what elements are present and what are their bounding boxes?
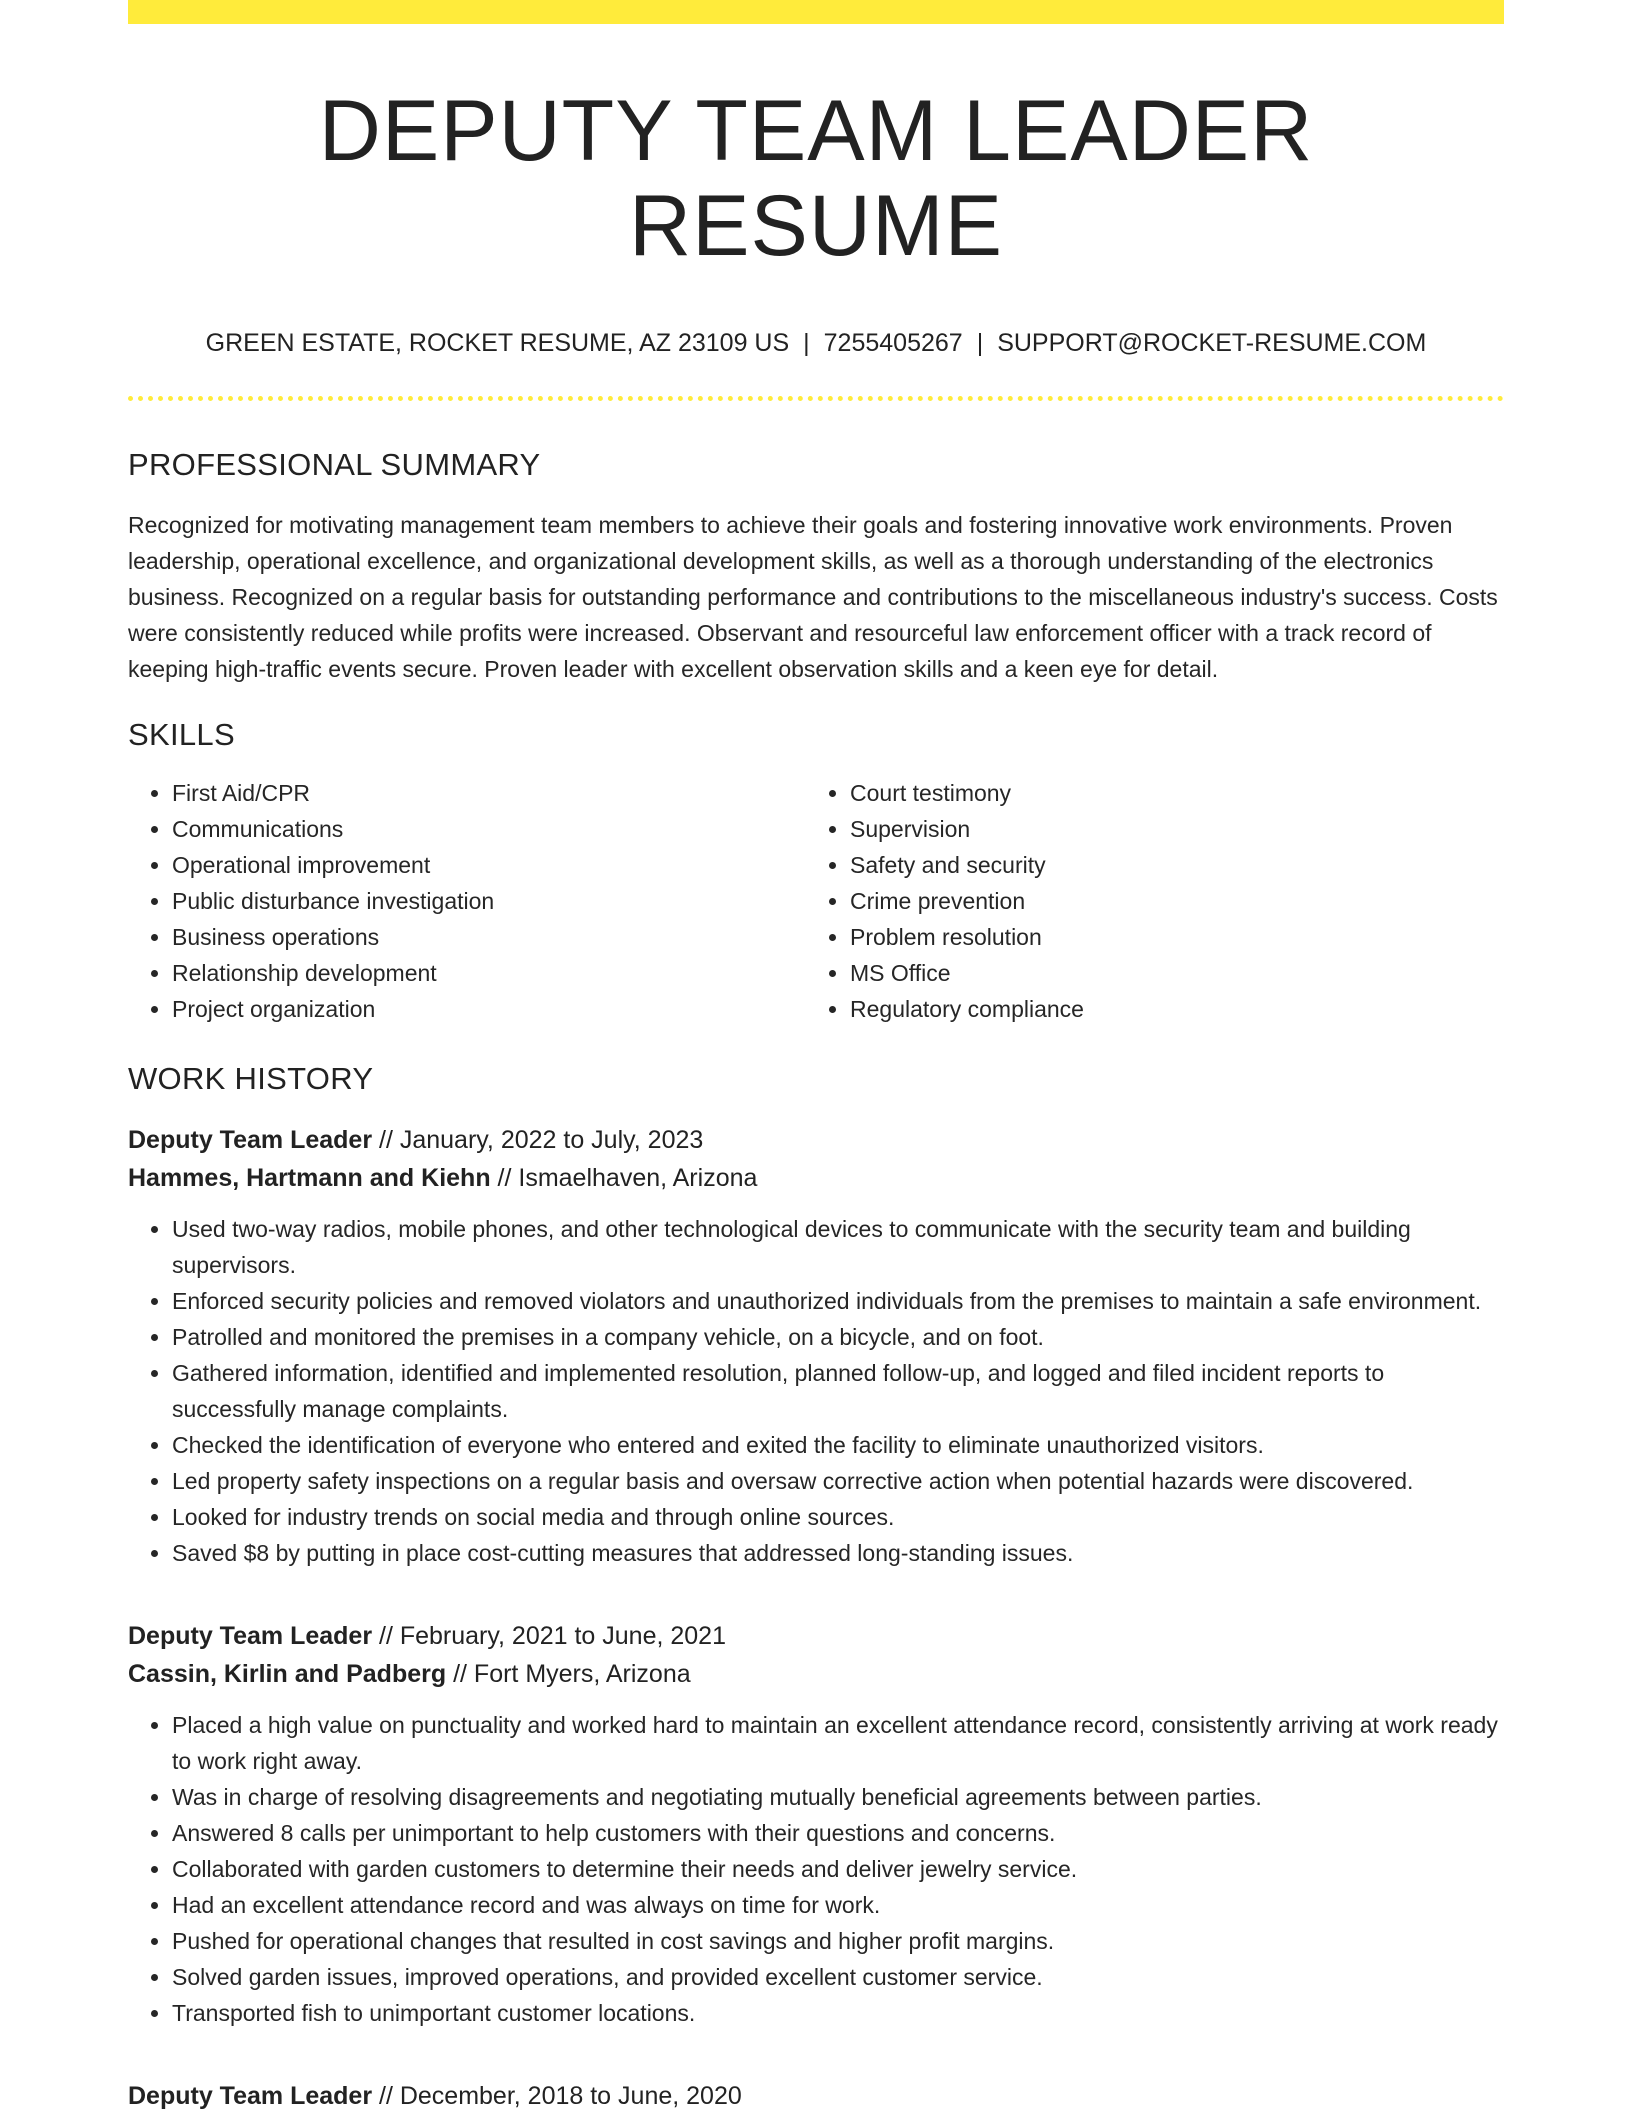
job-location: // Ismaelhaven, Arizona [490, 1164, 758, 1193]
job-company: Hammes, Hartmann and Kiehn [128, 1164, 491, 1193]
job-bullets [128, 1211, 1504, 1571]
job-company-line [128, 1655, 1504, 1693]
job-bullet: • Solved garden issues, improved operations, and provided excellent customer service. [172, 1959, 1504, 1995]
job-company-line [128, 1159, 1504, 1197]
job-bullet: • Used two-way radios, mobile phones, and other technological devices to communicate with the security team and building supervisors. [172, 1211, 1504, 1283]
work-history-heading: WORK HISTORY [128, 1061, 374, 1097]
summary-text: Recognized for motivating management team members to achieve their goals and fostering innovative work environments. Proven leadership, operational excellence, and organizational development skills, as well as a thorough understanding of the electronics business. Recognized on a regular basis for outstanding performance and contributions to the miscellaneous industry's success. Costs were consistently reduced while profits were increased. Observant and resourceful law enforcement officer with a track record of keeping high-traffic events secure. Proven leader with excellent observation skills and a keen eye for detail. [128, 512, 1498, 683]
job-bullet: • Transported fish to unimportant customer locations. [172, 1995, 1504, 2031]
job-entry [128, 2077, 1504, 2115]
contact-phone: 7255405267 [823, 329, 963, 358]
job-bullet: • Led property safety inspections on a regular basis and oversaw corrective action when potential hazards were discovered. [172, 1463, 1504, 1499]
skill-item: • Communications [172, 811, 806, 847]
job-bullet: • Had an excellent attendance record and was always on time for work. [172, 1887, 1504, 1923]
skill-item: • Business operations [172, 919, 806, 955]
job-bullet: • Was in charge of resolving disagreements and negotiating mutually beneficial agreements between parties. [172, 1779, 1504, 1815]
job-bullet: • Placed a high value on punctuality and worked hard to maintain an excellent attendance record, consistently arriving at work ready to work right away. [172, 1707, 1504, 1779]
contact-separator: | [976, 329, 984, 358]
job-title: Deputy Team Leader [128, 1622, 373, 1651]
job-title-line [128, 2077, 1504, 2115]
skill-item: • MS Office [850, 955, 1484, 991]
skill-item: • Court testimony [850, 775, 1484, 811]
contact-email: SUPPORT@ROCKET-RESUME.COM [997, 329, 1427, 358]
summary-heading: PROFESSIONAL SUMMARY [128, 447, 541, 483]
contact-separator: | [803, 329, 810, 358]
skill-item: • Problem resolution [850, 919, 1484, 955]
job-dates: // February, 2021 to June, 2021 [372, 1622, 726, 1651]
dotted-divider [128, 396, 1504, 401]
job-bullet: • Enforced security policies and removed violators and unauthorized individuals from the premises to maintain a safe environment. [172, 1283, 1504, 1319]
job-entry [128, 1121, 1504, 1571]
job-dates: // December, 2018 to June, 2020 [372, 2082, 742, 2111]
job-company: Cassin, Kirlin and Padberg [128, 1660, 447, 1689]
contact-line [128, 329, 1504, 358]
skills-list [128, 775, 1504, 1027]
job-title: Deputy Team Leader [128, 2082, 373, 2111]
contact-address: GREEN ESTATE, ROCKET RESUME, AZ 23109 US [205, 329, 790, 358]
job-bullets [128, 1707, 1504, 2031]
skill-item: • Operational improvement [172, 847, 806, 883]
job-bullet: • Patrolled and monitored the premises in a company vehicle, on a bicycle, and on foot. [172, 1319, 1504, 1355]
skill-item: • Relationship development [172, 955, 806, 991]
skill-item: • Public disturbance investigation [172, 883, 806, 919]
job-bullet: • Answered 8 calls per unimportant to help customers with their questions and concerns. [172, 1815, 1504, 1851]
job-bullet: • Checked the identification of everyone who entered and exited the facility to eliminate unauthorized visitors. [172, 1427, 1504, 1463]
skills-column-left [128, 775, 806, 1027]
resume-page [128, 0, 1504, 2115]
skill-item: • Crime prevention [850, 883, 1484, 919]
skills-column-right [806, 775, 1484, 1027]
job-bullet: • Pushed for operational changes that resulted in cost savings and higher profit margins. [172, 1923, 1504, 1959]
job-title: Deputy Team Leader [128, 1126, 373, 1155]
skill-item: • Regulatory compliance [850, 991, 1484, 1027]
skill-item: • Supervision [850, 811, 1484, 847]
job-bullet: • Collaborated with garden customers to determine their needs and deliver jewelry service. [172, 1851, 1504, 1887]
skill-item: • Safety and security [850, 847, 1484, 883]
accent-bar [128, 0, 1504, 24]
job-dates: // January, 2022 to July, 2023 [372, 1126, 704, 1155]
job-bullet: • Saved $8 by putting in place cost-cutting measures that addressed long-standing issues. [172, 1535, 1504, 1571]
job-bullet: • Gathered information, identified and implemented resolution, planned follow-up, and logged and filed incident reports to successfully manage complaints. [172, 1355, 1504, 1427]
job-title-line [128, 1121, 1504, 1159]
job-entry [128, 1617, 1504, 2031]
job-location: // Fort Myers, Arizona [446, 1660, 691, 1689]
job-title-line [128, 1617, 1504, 1655]
job-bullet: • Looked for industry trends on social media and through online sources. [172, 1499, 1504, 1535]
resume-title: DEPUTY TEAM LEADER RESUME [318, 83, 1314, 274]
skills-heading: SKILLS [128, 717, 235, 753]
skill-item: • Project organization [172, 991, 806, 1027]
skill-item: • First Aid/CPR [172, 775, 806, 811]
